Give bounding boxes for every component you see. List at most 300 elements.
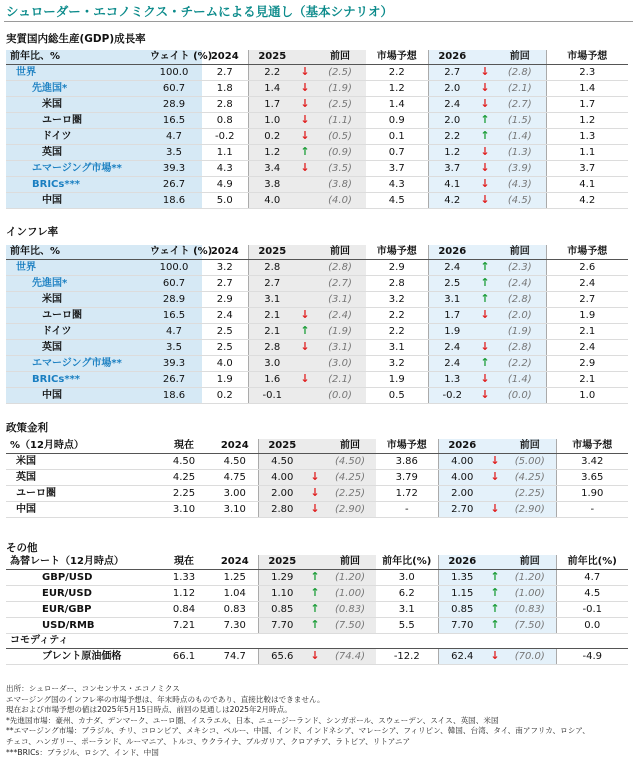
- arrow-cell: [296, 177, 314, 193]
- cell-2026: 2.2: [428, 129, 476, 145]
- table-row: [6, 177, 628, 193]
- table-row: [6, 324, 628, 340]
- header-2025: 2025: [248, 245, 296, 260]
- header-label: 為替レート（12月時点）: [6, 555, 156, 570]
- cell-prev-2026: (2.4): [494, 276, 546, 292]
- cell-2024: 7.30: [212, 618, 258, 634]
- row-label: 先進国*: [6, 276, 146, 292]
- header-label: %（12月時点）: [6, 439, 156, 454]
- cell-prev-2026: (2.8): [494, 292, 546, 308]
- cell-2026: 2.70: [438, 502, 486, 518]
- row-label: ユーロ圏: [6, 308, 146, 324]
- cell-market-2026: -4.9: [556, 649, 628, 665]
- gdp-section-title: 実質国内総生産(GDP)成長率: [6, 33, 146, 45]
- page-title: シュローダー・エコノミクス・チームによる見通し（基本シナリオ）: [6, 4, 394, 19]
- header-2024: 2024: [202, 50, 248, 65]
- cell-market-2025: 3.1: [366, 340, 428, 356]
- arrow-cell: [476, 324, 494, 340]
- inflation-table: [6, 245, 628, 404]
- cell-2024: 4.9: [202, 177, 248, 193]
- cell-market-2026: 1.7: [546, 97, 628, 113]
- cell-2026: 1.15: [438, 586, 486, 602]
- cell-2024: 1.25: [212, 570, 258, 586]
- arrow-cell: [296, 356, 314, 372]
- row-label: USD/RMB: [6, 618, 156, 634]
- header-2024: 2024: [202, 245, 248, 260]
- cell-market-2025: 0.1: [366, 129, 428, 145]
- arrow-down-icon: ↓: [306, 470, 324, 486]
- cell-market-2026: 4.5: [556, 586, 628, 602]
- arrow-cell: [296, 292, 314, 308]
- arrow-down-icon: ↓: [476, 161, 494, 177]
- cell-weight: 39.3: [146, 356, 202, 372]
- cell-market-2026: 2.3: [546, 65, 628, 81]
- footnote-line: **エマージング市場：ブラジル、チリ、コロンビア、メキシコ、ペルー、中国、インド、インドネシア、マレーシア、フィリピン、韓国、台湾、タイ、南アフリカ、ロシア、: [6, 726, 590, 736]
- table-header: [6, 439, 628, 454]
- arrow-up-icon: ↑: [306, 602, 324, 618]
- arrow-down-icon: ↓: [476, 81, 494, 97]
- cell-market-2025: 4.3: [366, 177, 428, 193]
- cell-weight: 18.6: [146, 388, 202, 404]
- arrow-down-icon: ↓: [476, 193, 494, 209]
- cell-weight: 100.0: [146, 65, 202, 81]
- cell-weight: 16.5: [146, 308, 202, 324]
- policy-section-title: 政策金利: [6, 422, 48, 434]
- cell-market-2026: 0.0: [556, 618, 628, 634]
- row-label: 世界: [6, 260, 146, 276]
- gdp-table: [6, 50, 628, 209]
- cell-2026: 4.1: [428, 177, 476, 193]
- cell-2025: 2.00: [258, 486, 306, 502]
- cell-prev-2025: (2.8): [314, 260, 366, 276]
- table-row: [6, 618, 628, 634]
- cell-2024: 74.7: [212, 649, 258, 665]
- cell-2025: 7.70: [258, 618, 306, 634]
- cell-2024: 0.83: [212, 602, 258, 618]
- table-row: [6, 388, 628, 404]
- cell-2026: 62.4: [438, 649, 486, 665]
- cell-weight: 100.0: [146, 260, 202, 276]
- cell-current: 1.33: [156, 570, 212, 586]
- cell-market-2026: 2.6: [546, 260, 628, 276]
- cell-prev-2025: (2.5): [314, 65, 366, 81]
- arrow-down-icon: ↓: [296, 340, 314, 356]
- cell-weight: 28.9: [146, 97, 202, 113]
- cell-market-2025: 1.4: [366, 97, 428, 113]
- cell-market-2026: 1.0: [546, 388, 628, 404]
- footnote-line: エマージング国のインフレ率の市場予想は、年末時点のものであり、直接比較はできません。: [6, 694, 325, 704]
- arrow-cell: [296, 276, 314, 292]
- cell-prev-2026: (70.0): [504, 649, 556, 665]
- cell-prev-2026: (0.83): [504, 602, 556, 618]
- cell-2026: 1.9: [428, 324, 476, 340]
- table-row: [6, 161, 628, 177]
- footnote-line: 出所：シュローダー、コンセンサス・エコノミクス: [6, 684, 180, 693]
- cell-market-2026: 2.4: [546, 340, 628, 356]
- commodity-header-row: [6, 634, 628, 649]
- arrow-up-icon: ↑: [306, 570, 324, 586]
- cell-weight: 60.7: [146, 276, 202, 292]
- cell-current: 2.25: [156, 486, 212, 502]
- arrow-down-icon: ↓: [476, 388, 494, 404]
- cell-2025: 2.1: [248, 308, 296, 324]
- arrow-down-icon: ↓: [296, 113, 314, 129]
- cell-2024: 1.8: [202, 81, 248, 97]
- table-row: [6, 586, 628, 602]
- arrow-down-icon: ↓: [296, 161, 314, 177]
- row-label: ブレント原油価格: [6, 649, 156, 665]
- cell-prev-2025: (3.1): [314, 292, 366, 308]
- cell-2024: 3.2: [202, 260, 248, 276]
- cell-prev-2026: (1.20): [504, 570, 556, 586]
- table-row: [6, 65, 628, 81]
- arrow-up-icon: ↑: [476, 276, 494, 292]
- arrow-up-icon: ↑: [306, 618, 324, 634]
- cell-2025: 2.1: [248, 324, 296, 340]
- table-row: [6, 292, 628, 308]
- header-2024: 2024: [212, 439, 258, 454]
- table-row: [6, 113, 628, 129]
- inflation-section-title: インフレ率: [6, 226, 59, 238]
- cell-prev-2026: (1.4): [494, 372, 546, 388]
- cell-weight: 39.3: [146, 161, 202, 177]
- cell-market-2025: 2.2: [366, 65, 428, 81]
- table-row: [6, 308, 628, 324]
- cell-2026: 2.0: [428, 113, 476, 129]
- row-label: 先進国*: [6, 81, 146, 97]
- cell-market-2026: 2.1: [546, 372, 628, 388]
- cell-market-2026: 3.42: [556, 454, 628, 470]
- header-2024: 2024: [212, 555, 258, 570]
- cell-prev-2025: (2.25): [324, 486, 376, 502]
- cell-market-2026: 3.65: [556, 470, 628, 486]
- header-prev: 前回: [494, 245, 546, 260]
- cell-prev-2026: (1.9): [494, 324, 546, 340]
- table-row: [6, 276, 628, 292]
- cell-prev-2025: (3.8): [314, 177, 366, 193]
- table-header: [6, 245, 628, 260]
- cell-2025: 1.4: [248, 81, 296, 97]
- cell-market-2026: 4.2: [546, 193, 628, 209]
- cell-current: 1.12: [156, 586, 212, 602]
- cell-weight: 18.6: [146, 193, 202, 209]
- cell-prev-2025: (1.00): [324, 586, 376, 602]
- cell-prev-2026: (0.0): [494, 388, 546, 404]
- cell-current: 4.50: [156, 454, 212, 470]
- cell-prev-2026: (2.8): [494, 65, 546, 81]
- cell-market-2026: 1.2: [546, 113, 628, 129]
- cell-2024: 4.50: [212, 454, 258, 470]
- cell-market-2025: 3.79: [376, 470, 438, 486]
- arrow-cell: [296, 260, 314, 276]
- arrow-down-icon: ↓: [486, 649, 504, 665]
- row-label: 米国: [6, 454, 156, 470]
- header-prev: 前回: [324, 555, 376, 570]
- cell-market-2026: 2.9: [546, 356, 628, 372]
- cell-current: 7.21: [156, 618, 212, 634]
- header-2026: 2026: [428, 50, 476, 65]
- cell-2026: 2.00: [438, 486, 486, 502]
- header-market: 市場予想: [376, 439, 438, 454]
- cell-2025: 1.6: [248, 372, 296, 388]
- header-weight: ウェイト (%): [146, 50, 202, 65]
- header-2026: 2026: [438, 555, 486, 570]
- header-label: 前年比、%: [6, 245, 146, 260]
- header-spacer: [306, 555, 324, 570]
- cell-prev-2025: (0.9): [314, 145, 366, 161]
- header-market: 前年比(%): [376, 555, 438, 570]
- row-label: ユーロ圏: [6, 486, 156, 502]
- cell-market-2026: 2.4: [546, 276, 628, 292]
- cell-2025: -0.1: [248, 388, 296, 404]
- cell-2025: 3.8: [248, 177, 296, 193]
- table-row: [6, 470, 628, 486]
- table-header: [6, 50, 628, 65]
- table-row: [6, 486, 628, 502]
- cell-2024: 2.9: [202, 292, 248, 308]
- cell-2025: 0.85: [258, 602, 306, 618]
- cell-market-2026: 1.90: [556, 486, 628, 502]
- cell-weight: 16.5: [146, 113, 202, 129]
- cell-2024: 4.3: [202, 161, 248, 177]
- header-2026: 2026: [428, 245, 476, 260]
- header-prev: 前回: [504, 439, 556, 454]
- cell-prev-2025: (2.4): [314, 308, 366, 324]
- table-row: [6, 340, 628, 356]
- header-2026: 2026: [438, 439, 486, 454]
- cell-2024: 2.7: [202, 65, 248, 81]
- cell-prev-2026: (4.5): [494, 193, 546, 209]
- row-label: 英国: [6, 145, 146, 161]
- arrow-up-icon: ↑: [476, 260, 494, 276]
- arrow-down-icon: ↓: [476, 308, 494, 324]
- cell-2025: 0.2: [248, 129, 296, 145]
- cell-2024: 2.5: [202, 324, 248, 340]
- header-prev: 前回: [324, 439, 376, 454]
- arrow-up-icon: ↑: [476, 129, 494, 145]
- cell-2026: 0.85: [438, 602, 486, 618]
- cell-current: 4.25: [156, 470, 212, 486]
- cell-market-2025: 3.86: [376, 454, 438, 470]
- cell-current: 0.84: [156, 602, 212, 618]
- arrow-down-icon: ↓: [306, 486, 324, 502]
- table-row: [6, 145, 628, 161]
- cell-prev-2026: (2.1): [494, 81, 546, 97]
- cell-prev-2026: (7.50): [504, 618, 556, 634]
- cell-market-2026: -: [556, 502, 628, 518]
- cell-prev-2025: (4.0): [314, 193, 366, 209]
- cell-2026: 1.35: [438, 570, 486, 586]
- header-market: 市場予想: [366, 245, 428, 260]
- arrow-down-icon: ↓: [476, 145, 494, 161]
- cell-market-2025: 1.9: [366, 372, 428, 388]
- cell-prev-2025: (2.1): [314, 372, 366, 388]
- cell-prev-2026: (1.00): [504, 586, 556, 602]
- cell-2025: 1.7: [248, 97, 296, 113]
- header-weight: 現在: [156, 439, 212, 454]
- header-2025: 2025: [258, 439, 306, 454]
- cell-2025: 1.29: [258, 570, 306, 586]
- arrow-up-icon: ↑: [476, 113, 494, 129]
- cell-2025: 4.50: [258, 454, 306, 470]
- cell-2024: 2.4: [202, 308, 248, 324]
- cell-2026: 2.7: [428, 65, 476, 81]
- cell-weight: 3.5: [146, 340, 202, 356]
- arrow-cell: [296, 193, 314, 209]
- cell-2024: 1.1: [202, 145, 248, 161]
- cell-market-2025: 0.7: [366, 145, 428, 161]
- arrow-down-icon: ↓: [476, 177, 494, 193]
- cell-market-2025: 3.1: [376, 602, 438, 618]
- header-spacer: [486, 439, 504, 454]
- cell-market-2025: 6.2: [376, 586, 438, 602]
- table-row: [6, 372, 628, 388]
- cell-2024: -0.2: [202, 129, 248, 145]
- cell-prev-2026: (5.00): [504, 454, 556, 470]
- arrow-up-icon: ↑: [296, 145, 314, 161]
- row-label: ドイツ: [6, 129, 146, 145]
- row-label: 英国: [6, 470, 156, 486]
- cell-prev-2026: (2.3): [494, 260, 546, 276]
- cell-market-2025: -: [376, 502, 438, 518]
- header-market: 前年比(%): [556, 555, 628, 570]
- cell-prev-2025: (3.5): [314, 161, 366, 177]
- arrow-up-icon: ↑: [486, 570, 504, 586]
- cell-weight: 4.7: [146, 324, 202, 340]
- arrow-down-icon: ↓: [296, 372, 314, 388]
- table-row: [6, 649, 628, 665]
- cell-2025: 3.4: [248, 161, 296, 177]
- cell-market-2026: 4.1: [546, 177, 628, 193]
- cell-2026: 3.7: [428, 161, 476, 177]
- cell-current: 3.10: [156, 502, 212, 518]
- header-market: 市場予想: [546, 50, 628, 65]
- other-table: [6, 555, 628, 665]
- cell-prev-2026: (1.5): [494, 113, 546, 129]
- row-label: ユーロ圏: [6, 113, 146, 129]
- footnotes: [6, 684, 590, 758]
- other-section-title: その他: [6, 542, 38, 554]
- cell-2025: 65.6: [258, 649, 306, 665]
- header-spacer: [306, 439, 324, 454]
- cell-market-2026: 1.1: [546, 145, 628, 161]
- cell-prev-2026: (2.8): [494, 340, 546, 356]
- arrow-down-icon: ↓: [296, 308, 314, 324]
- cell-weight: 4.7: [146, 129, 202, 145]
- cell-2024: 1.04: [212, 586, 258, 602]
- cell-2025: 4.00: [258, 470, 306, 486]
- arrow-up-icon: ↑: [306, 586, 324, 602]
- arrow-down-icon: ↓: [486, 470, 504, 486]
- row-label: BRICs***: [6, 177, 146, 193]
- cell-prev-2026: (4.25): [504, 470, 556, 486]
- cell-2024: 4.75: [212, 470, 258, 486]
- cell-2026: 2.4: [428, 260, 476, 276]
- arrow-cell: [306, 454, 324, 470]
- table-row: [6, 97, 628, 113]
- header-spacer: [476, 245, 494, 260]
- arrow-cell: [486, 486, 504, 502]
- row-label: EUR/USD: [6, 586, 156, 602]
- cell-2025: 2.2: [248, 65, 296, 81]
- header-market: 市場予想: [546, 245, 628, 260]
- cell-market-2026: 3.7: [546, 161, 628, 177]
- cell-market-2025: 0.5: [366, 388, 428, 404]
- cell-2026: 2.0: [428, 81, 476, 97]
- cell-2025: 3.1: [248, 292, 296, 308]
- arrow-up-icon: ↑: [486, 602, 504, 618]
- cell-2024: 5.0: [202, 193, 248, 209]
- cell-prev-2026: (2.90): [504, 502, 556, 518]
- cell-prev-2026: (3.9): [494, 161, 546, 177]
- arrow-down-icon: ↓: [296, 129, 314, 145]
- cell-2024: 2.7: [202, 276, 248, 292]
- table-row: [6, 502, 628, 518]
- footnote-line: 現在および市場予想の値は2025年5月15日時点、前回の見通しは2025年2月時点。: [6, 705, 292, 715]
- arrow-down-icon: ↓: [486, 454, 504, 470]
- cell-prev-2025: (0.0): [314, 388, 366, 404]
- header-weight: ウェイト (%): [146, 245, 202, 260]
- row-label: 中国: [6, 502, 156, 518]
- cell-market-2025: 2.8: [366, 276, 428, 292]
- cell-weight: 26.7: [146, 372, 202, 388]
- arrow-down-icon: ↓: [306, 649, 324, 665]
- arrow-up-icon: ↑: [296, 324, 314, 340]
- cell-2026: 1.7: [428, 308, 476, 324]
- arrow-up-icon: ↑: [486, 618, 504, 634]
- cell-market-2025: 2.2: [366, 324, 428, 340]
- cell-market-2025: 3.2: [366, 356, 428, 372]
- row-label: エマージング市場**: [6, 161, 146, 177]
- footnote-line: ***BRICs：ブラジル、ロシア、インド、中国: [6, 747, 159, 757]
- arrow-down-icon: ↓: [296, 97, 314, 113]
- table-row: [6, 260, 628, 276]
- cell-2025: 1.10: [258, 586, 306, 602]
- cell-weight: 60.7: [146, 81, 202, 97]
- header-weight: 現在: [156, 555, 212, 570]
- arrow-down-icon: ↓: [476, 372, 494, 388]
- cell-2025: 2.8: [248, 260, 296, 276]
- footnote-line: チェコ、ハンガリー、ポーランド、ルーマニア、トルコ、ウクライナ、ブルガリア、クロアチア、ラトビア、リトアニア: [6, 736, 411, 746]
- arrow-up-icon: ↑: [476, 356, 494, 372]
- cell-market-2025: -12.2: [376, 649, 438, 665]
- cell-market-2025: 0.9: [366, 113, 428, 129]
- cell-market-2025: 5.5: [376, 618, 438, 634]
- cell-prev-2025: (2.90): [324, 502, 376, 518]
- header-market: 市場予想: [556, 439, 628, 454]
- header-prev: 前回: [504, 555, 556, 570]
- cell-prev-2025: (4.25): [324, 470, 376, 486]
- cell-2026: 4.2: [428, 193, 476, 209]
- cell-prev-2025: (3.0): [314, 356, 366, 372]
- cell-2026: 2.4: [428, 340, 476, 356]
- cell-weight: 28.9: [146, 292, 202, 308]
- cell-market-2025: 2.9: [366, 260, 428, 276]
- cell-market-2026: 4.7: [556, 570, 628, 586]
- cell-prev-2025: (1.20): [324, 570, 376, 586]
- row-label: 米国: [6, 97, 146, 113]
- header-label: 前年比、%: [6, 50, 146, 65]
- cell-market-2025: 1.72: [376, 486, 438, 502]
- row-label: エマージング市場**: [6, 356, 146, 372]
- cell-2026: 3.1: [428, 292, 476, 308]
- cell-2025: 3.0: [248, 356, 296, 372]
- cell-market-2025: 2.2: [366, 308, 428, 324]
- cell-prev-2026: (2.2): [494, 356, 546, 372]
- arrow-up-icon: ↑: [476, 292, 494, 308]
- commodity-label: コモディティ: [6, 634, 628, 649]
- cell-prev-2025: (0.83): [324, 602, 376, 618]
